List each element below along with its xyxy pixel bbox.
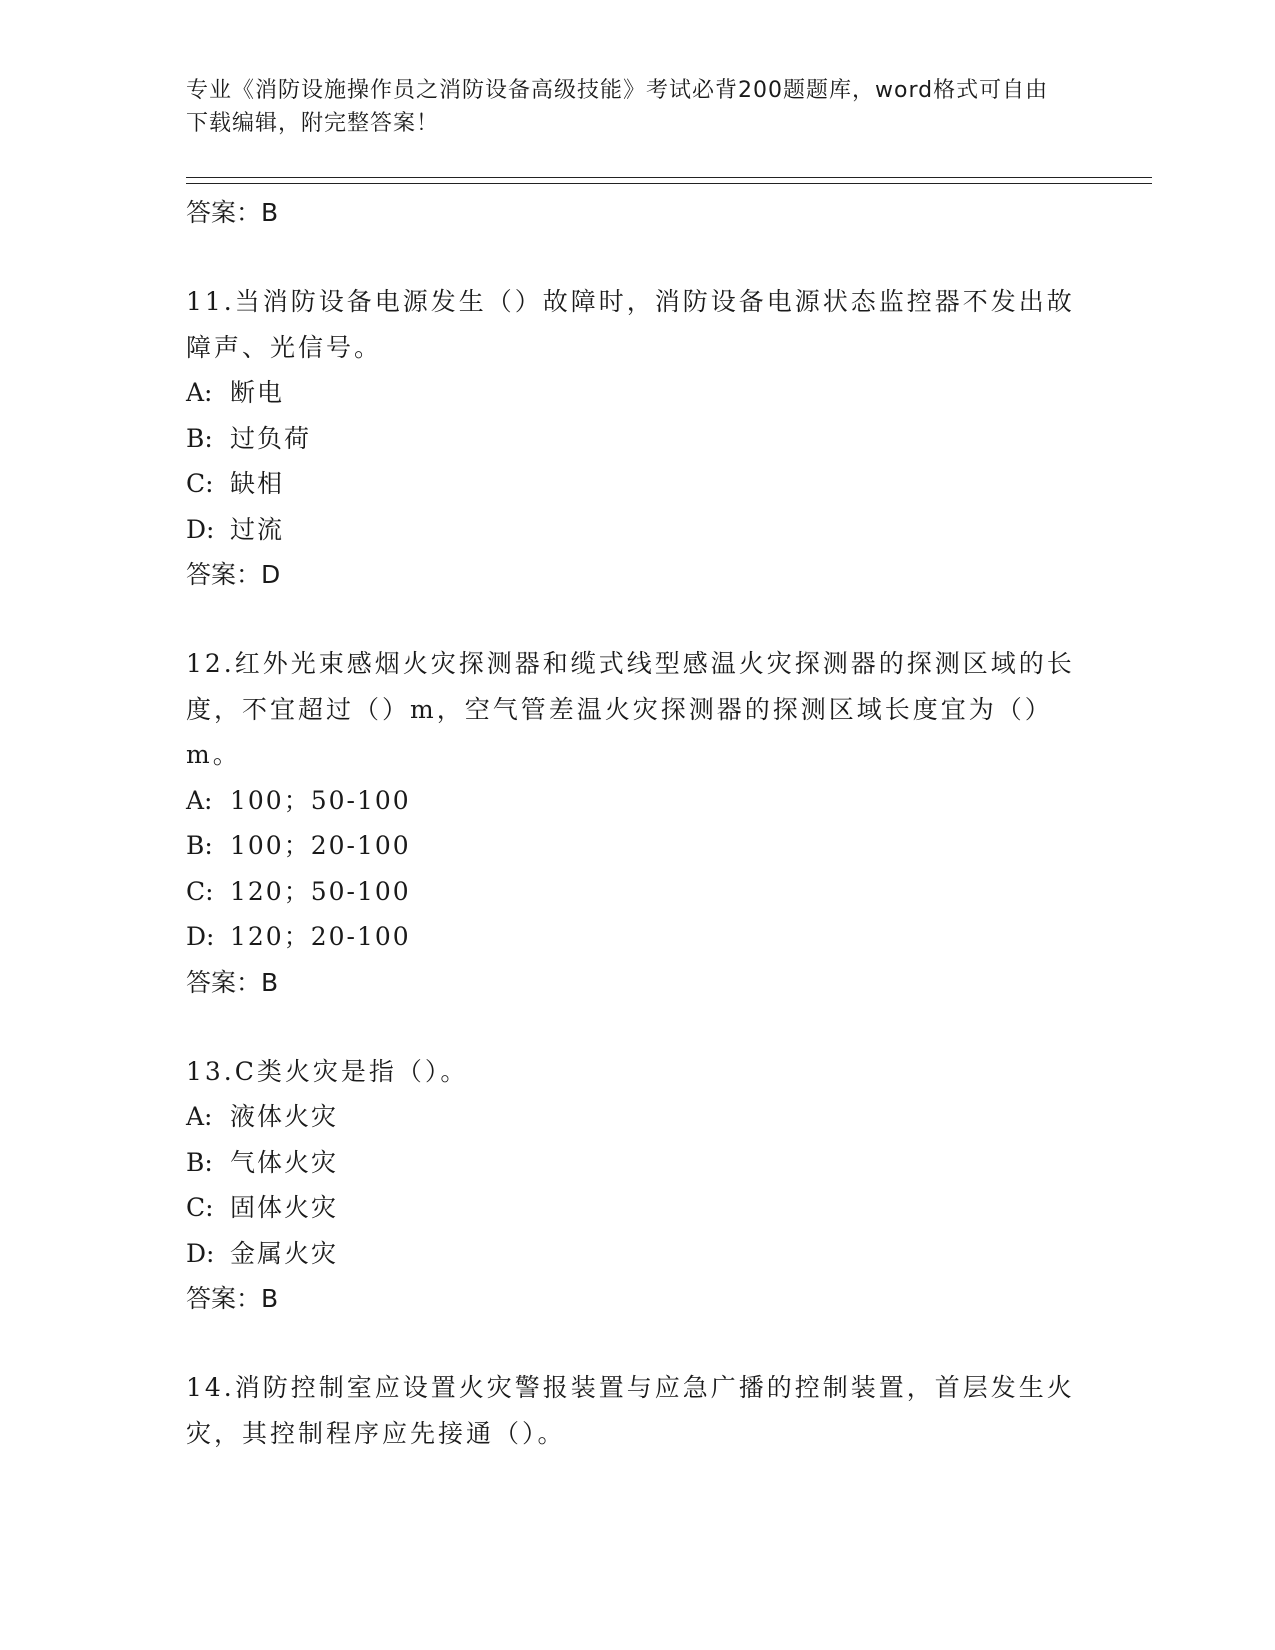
option-letter: B: xyxy=(186,1147,213,1177)
option-text: 固体火灾 xyxy=(230,1193,339,1222)
option-b xyxy=(186,823,1076,869)
option-a xyxy=(186,778,1076,824)
question-item xyxy=(186,1365,1076,1456)
answer-line: 答案：B xyxy=(186,967,279,997)
option-letter: A: xyxy=(186,785,213,815)
option-d xyxy=(186,1231,1076,1277)
answer-line: 答案：B xyxy=(186,1284,279,1313)
page-header-title: 专业《消防设施操作员之消防设备高级技能》考试必背200题题库，word格式可自由下载编辑，附完整答案！ xyxy=(186,78,1049,136)
option-letter: C: xyxy=(186,1193,214,1222)
option-letter: D: xyxy=(186,1238,215,1268)
question-stem: 12.红外光束感烟火灾探测器和缆式线型感温火灾探测器的探测区域的长度，不宜超过（）m，空气管差温火灾探测器的探测区域长度宜为（）m。 xyxy=(186,649,1075,769)
option-letter: A: xyxy=(186,1102,213,1131)
option-c xyxy=(186,461,1076,507)
option-text: 100；50-100 xyxy=(230,785,411,815)
header-divider-top xyxy=(186,177,1152,178)
option-letter: A: xyxy=(186,378,213,407)
question-item xyxy=(186,279,1076,597)
option-c xyxy=(186,1185,1076,1231)
option-text: 气体火灾 xyxy=(230,1147,339,1177)
option-letter: D: xyxy=(186,514,215,544)
option-text: 120；50-100 xyxy=(230,876,411,906)
option-a xyxy=(186,370,1076,416)
option-letter: B: xyxy=(186,423,213,453)
option-d xyxy=(186,507,1076,553)
option-text: 液体火灾 xyxy=(230,1102,339,1131)
option-text: 缺相 xyxy=(230,469,285,498)
option-text: 金属火灾 xyxy=(230,1238,339,1268)
option-c xyxy=(186,869,1076,915)
question-list xyxy=(186,190,1076,1456)
question-item xyxy=(186,641,1076,1005)
option-text: 100；20-100 xyxy=(230,831,411,860)
option-letter: B: xyxy=(186,831,213,860)
question-stem: 13.C类火灾是指（）。 xyxy=(186,1056,469,1086)
option-b xyxy=(186,1140,1076,1186)
question-item xyxy=(186,1049,1076,1322)
question-stem: 11.当消防设备电源发生（）故障时，消防设备电源状态监控器不发出故障声、光信号。 xyxy=(186,287,1075,362)
option-text: 120；20-100 xyxy=(230,922,411,951)
option-letter: C: xyxy=(186,876,214,906)
option-letter: C: xyxy=(186,469,214,498)
option-d xyxy=(186,914,1076,960)
answer-line: 答案：D xyxy=(186,560,281,589)
option-letter: D: xyxy=(186,922,215,951)
option-text: 过流 xyxy=(230,514,285,544)
option-text: 过负荷 xyxy=(230,423,312,453)
option-b xyxy=(186,416,1076,462)
option-a xyxy=(186,1094,1076,1140)
answer-line: 答案：B xyxy=(186,198,279,227)
header-divider-bottom xyxy=(186,183,1152,184)
question-stem: 14.消防控制室应设置火灾警报装置与应急广播的控制装置，首层发生火灾，其控制程序应先接通（）。 xyxy=(186,1373,1075,1448)
option-text: 断电 xyxy=(230,378,285,407)
